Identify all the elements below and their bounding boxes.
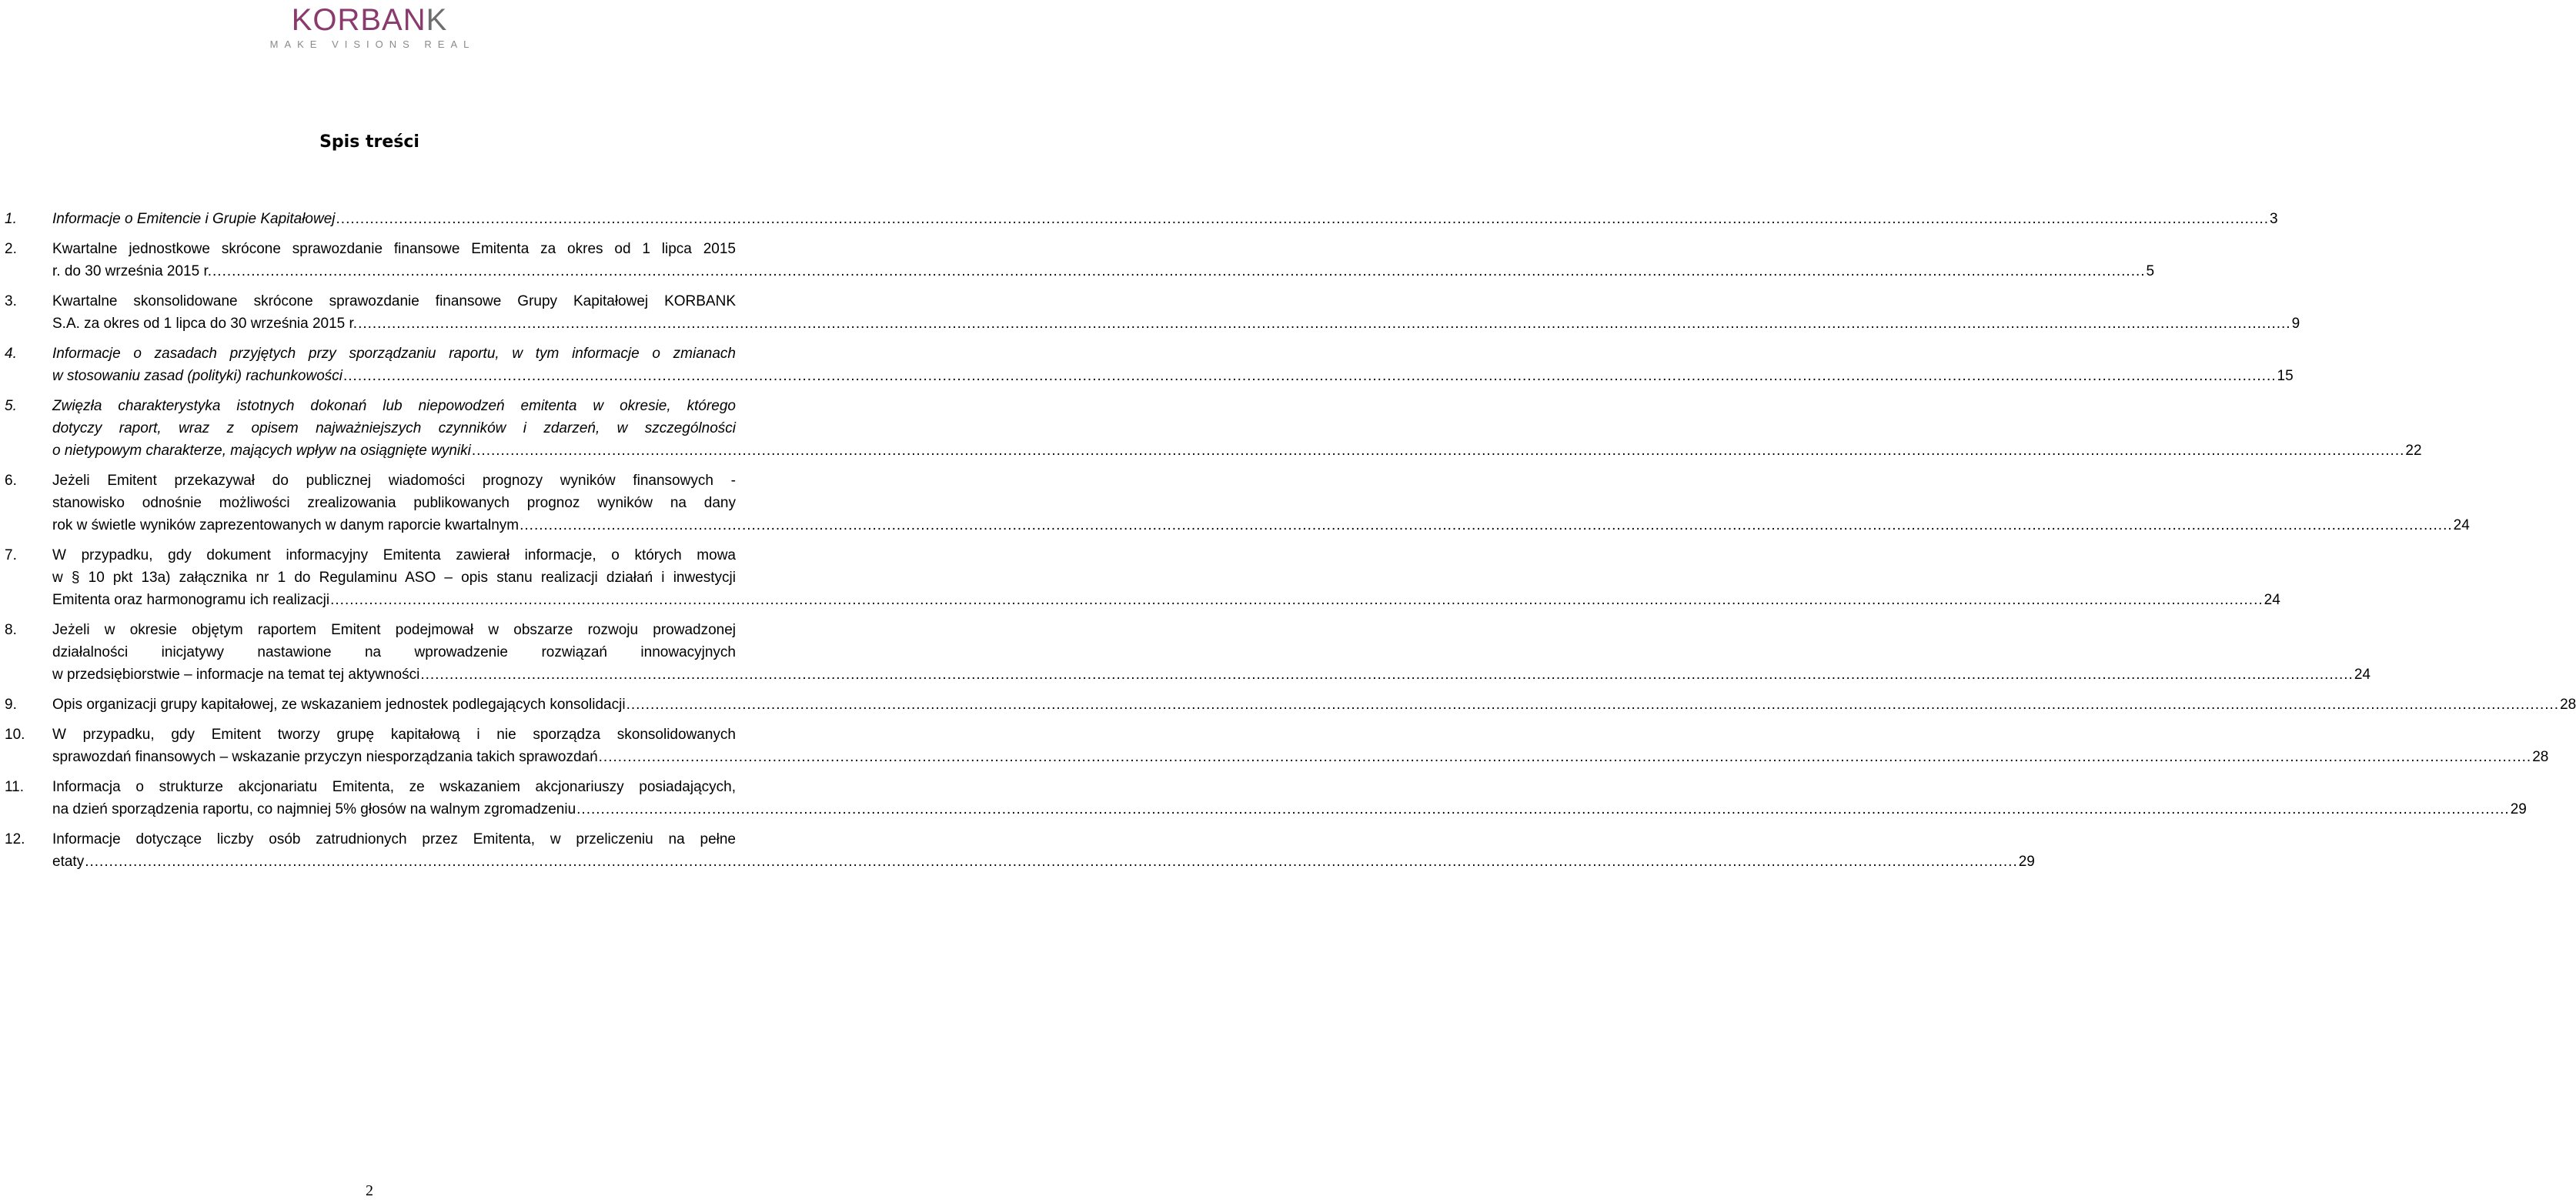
toc-leader-dots: ................................................................................................................................................................................................................................................................................................................................................................................................................ <box>343 368 2277 384</box>
toc-entry-number: 10. <box>5 727 25 743</box>
toc-entry-title: Informacje o Emitencie i Grupie Kapitałowej <box>52 211 336 227</box>
toc-entry-page: 28 <box>2560 697 2576 713</box>
toc-entry-number: 7. <box>5 547 17 563</box>
toc-entry-title: w przedsiębiorstwie – informacje na temat tej aktywności <box>52 667 420 683</box>
toc-entry-title: S.A. za okres od 1 lipca do 30 września 2015 r. <box>52 316 358 332</box>
toc-entry-page: 15 <box>2277 368 2294 384</box>
toc-entry-page: 9 <box>2291 316 2300 332</box>
toc-leader-dots: ................................................................................................................................................................................................................................................................................................................................................................................................................ <box>626 697 2560 713</box>
logo-wordmark-last: K <box>426 3 448 37</box>
toc-entry[interactable] <box>0 395 2422 462</box>
toc-entry-number: 5. <box>5 398 17 414</box>
toc-entry-text-line: Jeżeli Emitent przekazywał do publicznej wiadomości prognozy wyników finansowych - <box>52 473 736 489</box>
toc-entry-text-line: W przypadku, gdy Emitent tworzy grupę kapitałową i nie sporządza skonsolidowanych <box>52 727 736 743</box>
logo-wordmark-main: KORBAN <box>291 3 426 37</box>
toc-leader-dots: ................................................................................................................................................................................................................................................................................................................................................................................................................ <box>212 263 2146 279</box>
toc-entry-title: sprawozdań finansowych – wskazanie przyczyn niesporządzania takich sprawozdań <box>52 749 598 765</box>
toc-leader-dots: ................................................................................................................................................................................................................................................................................................................................................................................................................ <box>576 801 2510 817</box>
toc-entry-number: 4. <box>5 346 17 362</box>
toc-entry-title: Emitenta oraz harmonogramu ich realizacji <box>52 592 330 608</box>
toc-entry-page: 24 <box>2354 667 2371 683</box>
toc-entry-number: 11. <box>5 779 25 795</box>
logo-wordmark <box>0 5 739 35</box>
toc-entry[interactable] <box>0 343 2294 387</box>
toc-entry[interactable] <box>0 290 2300 335</box>
toc-entry-title: r. do 30 września 2015 r. <box>52 263 212 279</box>
toc-entry-text-line: Kwartalne skonsolidowane skrócone sprawozdanie finansowe Grupy Kapitałowej KORBANK <box>52 293 736 309</box>
toc-entry[interactable] <box>0 238 2155 282</box>
toc-entry-title: etaty <box>52 854 85 870</box>
toc-entry[interactable] <box>0 544 2280 611</box>
toc-entry-page: 29 <box>2018 854 2035 870</box>
toc-entry-page: 29 <box>2510 801 2527 817</box>
page-number: 2 <box>366 1182 373 1199</box>
toc-entry-text-line: Informacja o strukturze akcjonariatu Emitenta, ze wskazaniem akcjonariuszy posiadających, <box>52 779 736 795</box>
toc-entry-text-line: Zwięzła charakterystyka istotnych dokonań lub niepowodzeń emitenta w okresie, którego <box>52 398 736 414</box>
toc-entry-page: 24 <box>2453 517 2470 533</box>
toc-entry-title: o nietypowym charakterze, mających wpływ na osiągnięte wyniki <box>52 443 471 459</box>
toc-leader-dots: ................................................................................................................................................................................................................................................................................................................................................................................................................ <box>520 517 2453 533</box>
toc-entry[interactable] <box>0 828 2035 873</box>
toc-entry-text-line: działalności inicjatywy nastawione na wprowadzenie rozwiązań innowacyjnych <box>52 644 736 660</box>
toc-leader-dots: ................................................................................................................................................................................................................................................................................................................................................................................................................ <box>358 316 2291 332</box>
toc-entry-title: Opis organizacji grupy kapitałowej, ze wskazaniem jednostek podlegających konsolidacji <box>52 697 626 713</box>
toc-leader-dots: ................................................................................................................................................................................................................................................................................................................................................................................................................ <box>336 211 2270 227</box>
toc-entry-number: 3. <box>5 293 17 309</box>
toc-entry-text-line: Informacje o zasadach przyjętych przy sporządzaniu raportu, w tym informacje o zmianach <box>52 346 736 362</box>
toc-entry-page: 28 <box>2532 749 2549 765</box>
toc-entry-title: rok w świetle wyników zaprezentowanych w danym raporcie kwartalnym <box>52 517 520 533</box>
toc-leader-dots: ................................................................................................................................................................................................................................................................................................................................................................................................................ <box>471 443 2405 459</box>
toc-leader-dots: ................................................................................................................................................................................................................................................................................................................................................................................................................ <box>330 592 2264 608</box>
logo-tagline: MAKE VISIONS REAL <box>269 38 476 50</box>
toc-entry-text-line: W przypadku, gdy dokument informacyjny Emitenta zawierał informacje, o których mowa <box>52 547 736 563</box>
toc-entry-page: 3 <box>2270 211 2278 227</box>
toc-entry[interactable] <box>0 470 2470 536</box>
toc-entry-text-line: dotyczy raport, wraz z opisem najważniejszych czynników i zdarzeń, w szczególności <box>52 420 736 436</box>
toc-entry-page: 22 <box>2405 443 2422 459</box>
korbank-logo <box>0 5 739 50</box>
toc-entry-text-line: Informacje dotyczące liczby osób zatrudnionych przez Emitenta, w przeliczeniu na pełne <box>52 831 736 847</box>
toc-entry[interactable] <box>0 619 2371 686</box>
toc-entry-number: 1. <box>5 211 17 227</box>
toc-entry-number: 9. <box>5 697 17 713</box>
toc-entry-number: 12. <box>5 831 25 847</box>
toc-entry-title: w stosowaniu zasad (polityki) rachunkowości <box>52 368 342 384</box>
toc-leader-dots: ................................................................................................................................................................................................................................................................................................................................................................................................................ <box>85 854 2018 870</box>
toc-entry[interactable] <box>0 694 2576 716</box>
table-of-contents <box>0 208 2576 881</box>
toc-entry-number: 8. <box>5 622 17 638</box>
toc-leader-dots: ................................................................................................................................................................................................................................................................................................................................................................................................................ <box>598 749 2532 765</box>
toc-title: Spis treści <box>319 132 419 152</box>
toc-entry-number: 6. <box>5 473 17 489</box>
toc-entry[interactable] <box>0 776 2527 821</box>
toc-entry-text-line: w § 10 pkt 13a) załącznika nr 1 do Regulaminu ASO – opis stanu realizacji działań i inwestycji <box>52 570 736 586</box>
toc-entry-page: 5 <box>2146 263 2155 279</box>
toc-entry[interactable] <box>0 724 2549 768</box>
toc-entry-title: na dzień sporządzenia raportu, co najmniej 5% głosów na walnym zgromadzeniu <box>52 801 576 817</box>
toc-entry[interactable] <box>0 208 2278 230</box>
toc-entry-text-line: Kwartalne jednostkowe skrócone sprawozdanie finansowe Emitenta za okres od 1 lipca 2015 <box>52 241 736 257</box>
toc-entry-number: 2. <box>5 241 17 257</box>
toc-entry-text-line: Jeżeli w okresie objętym raportem Emitent podejmował w obszarze rozwoju prowadzonej <box>52 622 736 638</box>
toc-entry-page: 24 <box>2264 592 2280 608</box>
toc-leader-dots: ................................................................................................................................................................................................................................................................................................................................................................................................................ <box>420 667 2354 683</box>
toc-entry-text-line: stanowisko odnośnie możliwości zrealizowania publikowanych prognoz wyników na dany <box>52 495 736 511</box>
